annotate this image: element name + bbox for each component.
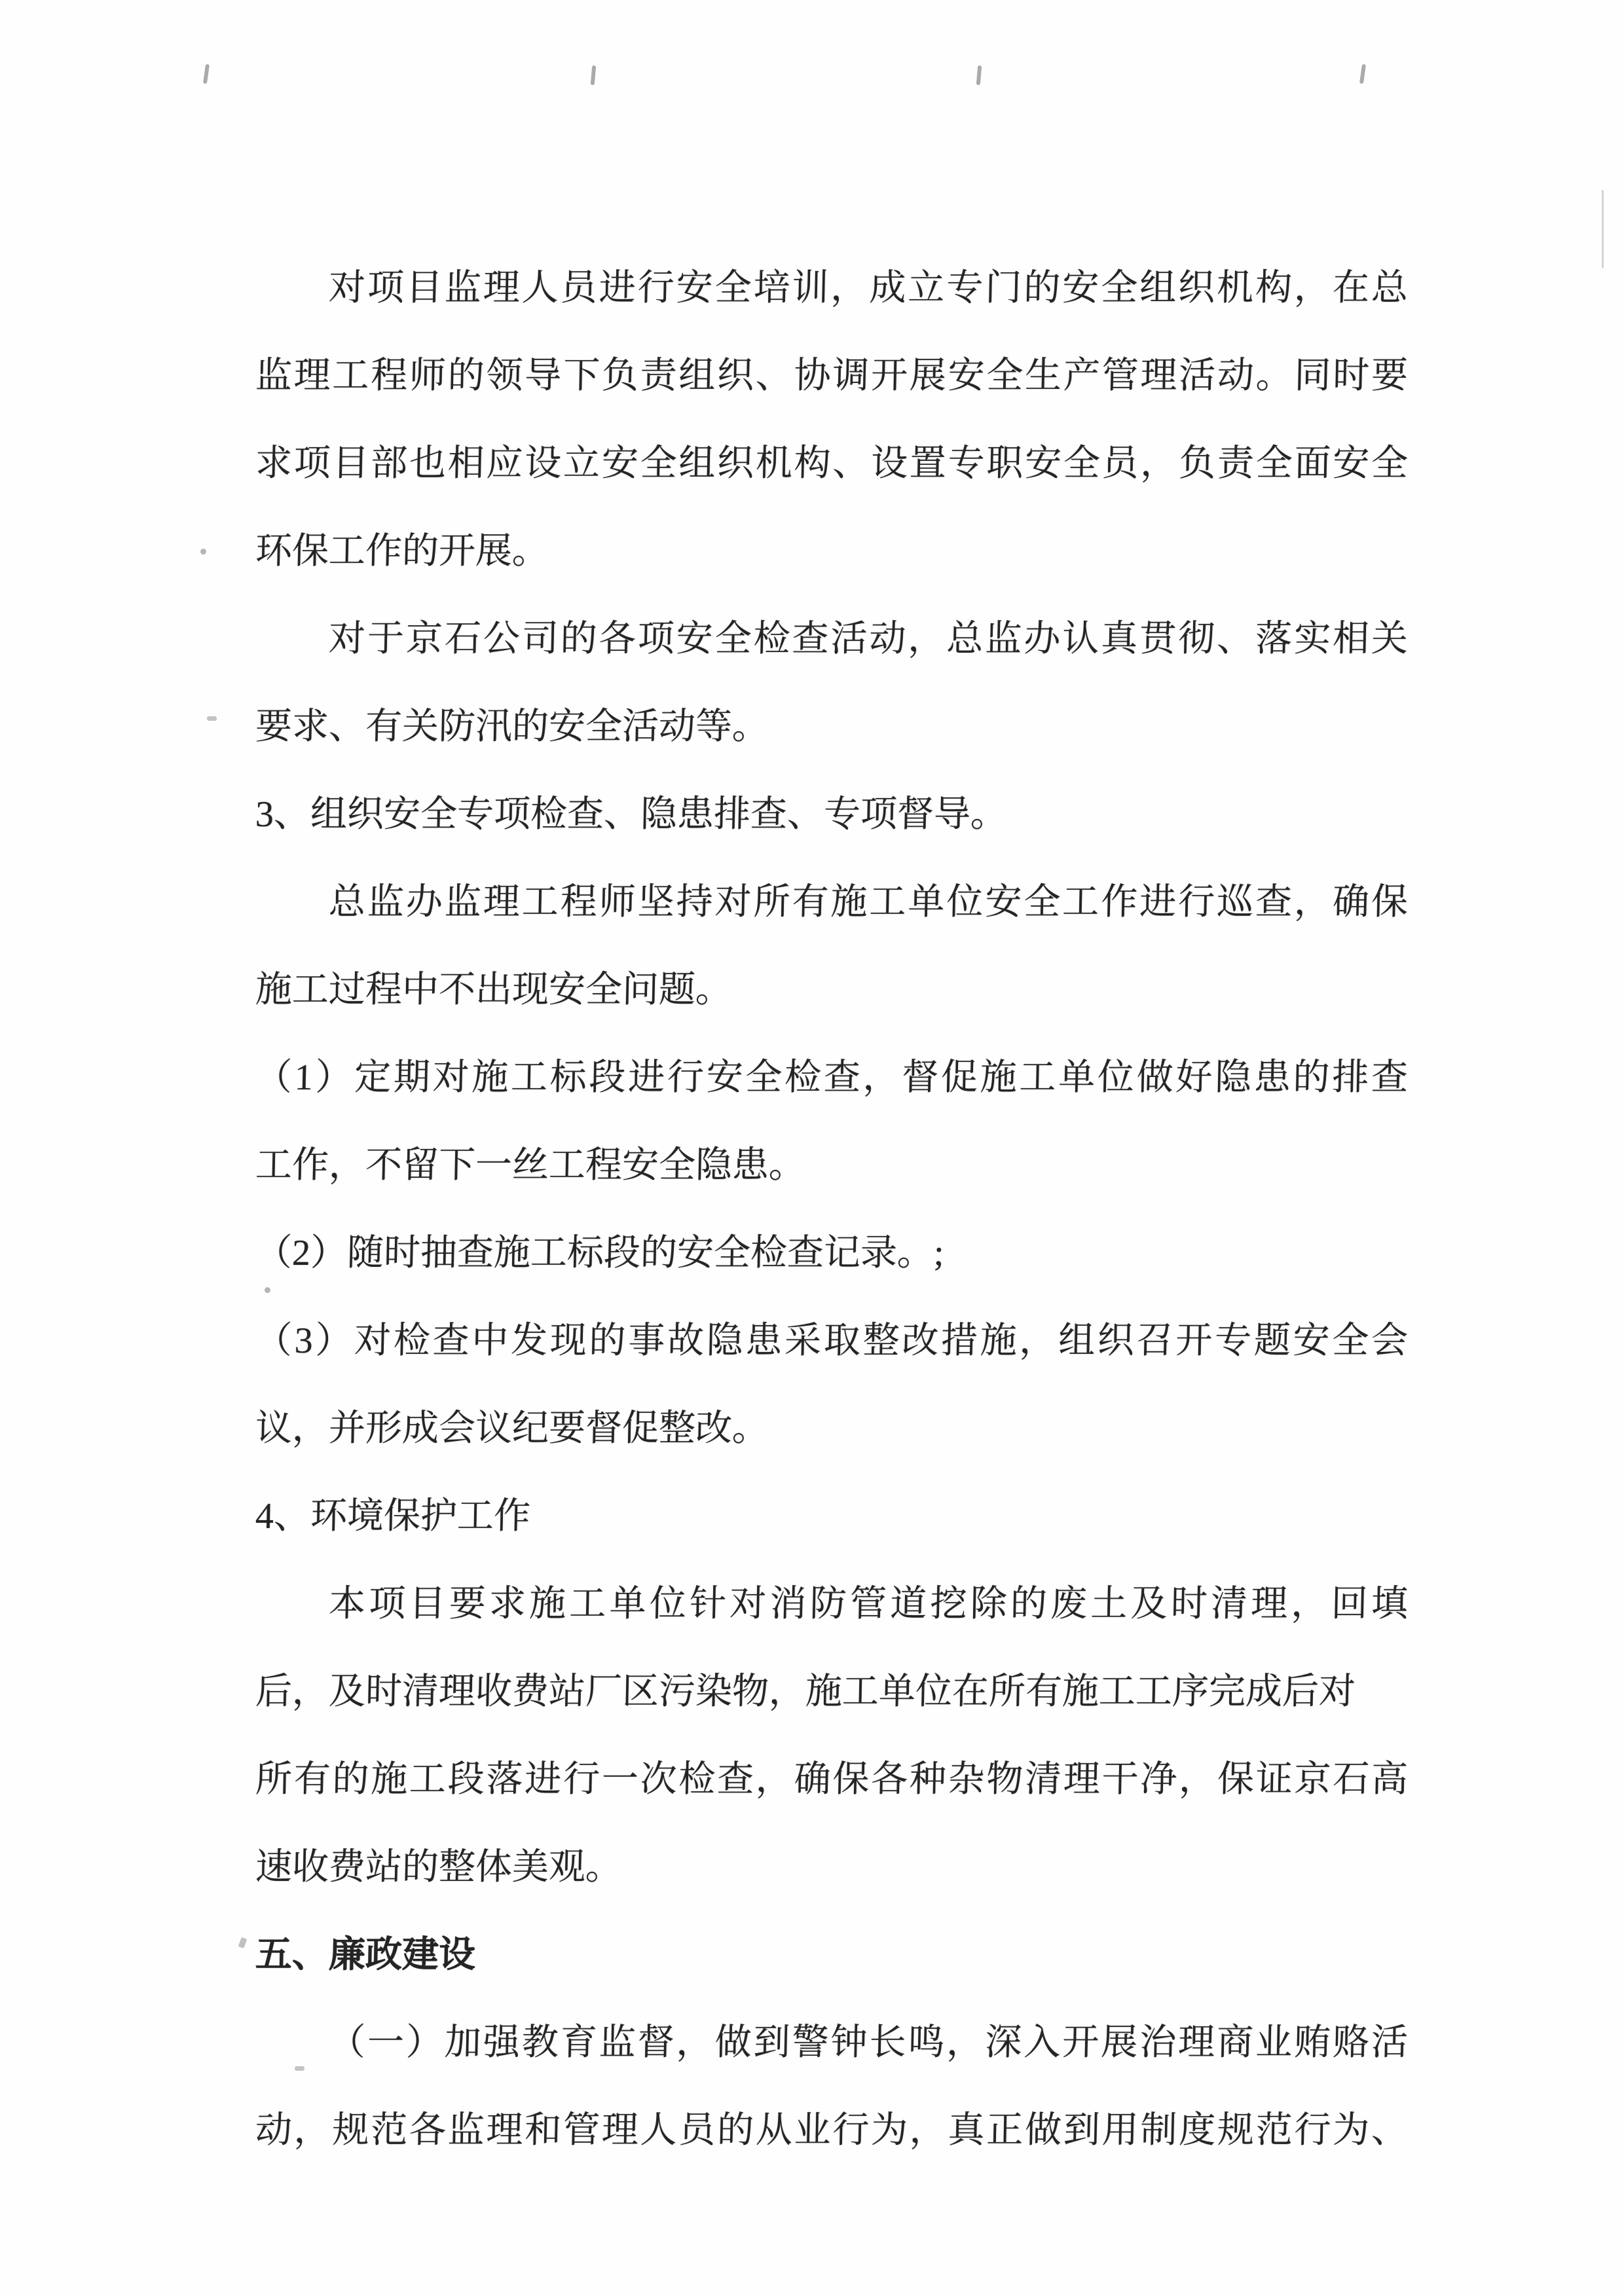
document-line: 本项目要求施工单位针对消防管道挖除的废土及时清理，回填 bbox=[328, 1584, 1409, 1624]
document-line: 要求、有关防汛的安全活动等。 bbox=[255, 706, 769, 747]
document-body bbox=[255, 244, 1408, 2174]
list-item-2: （2）随时抽查施工标段的安全检查记录。; bbox=[255, 1233, 945, 1273]
list-item-3-sub: （3）对检查中发现的事故隐患采取整改措施，组织召开专题安全会 bbox=[255, 1321, 1409, 1361]
document-line: 动，规范各监理和管理人员的从业行为，真正做到用制度规范行为、 bbox=[255, 2110, 1409, 2151]
document-line: 速收费站的整体美观。 bbox=[255, 1847, 623, 1887]
document-line: 施工过程中不出现安全问题。 bbox=[255, 970, 733, 1010]
scan-speck bbox=[203, 64, 210, 84]
document-line: 议，并形成会议纪要督促整改。 bbox=[255, 1408, 769, 1449]
document-line: 总监办监理工程师坚持对所有施工单位安全工作进行巡查，确保 bbox=[328, 882, 1409, 922]
document-line: 后，及时清理收费站厂区污染物，施工单位在所有施工工序完成后对 bbox=[255, 1671, 1356, 1712]
scan-speck bbox=[1602, 190, 1604, 268]
scan-speck bbox=[591, 65, 597, 85]
list-item-1: （1）定期对施工标段进行安全检查，督促施工单位做好隐患的排查 bbox=[255, 1057, 1409, 1098]
scan-speck bbox=[207, 716, 217, 721]
document-line: 监理工程师的领导下负责组织、协调开展安全生产管理活动。同时要 bbox=[255, 355, 1409, 396]
list-item-4: 4、环境保护工作 bbox=[255, 1496, 531, 1537]
document-line: （一）加强教育监督，做到警钟长鸣，深入开展治理商业贿赂活 bbox=[328, 2022, 1409, 2063]
scan-speck bbox=[238, 1937, 248, 1948]
document-line: 所有的施工段落进行一次检查，确保各种杂物清理干净，保证京石高 bbox=[255, 1759, 1409, 1800]
document-line: 对于京石公司的各项安全检查活动，总监办认真贯彻、落实相关 bbox=[328, 619, 1409, 659]
document-line: 工作，不留下一丝工程安全隐患。 bbox=[255, 1145, 806, 1186]
list-item-3: 3、组织安全专项检查、隐患排查、专项督导。 bbox=[255, 794, 1008, 835]
document-line: 环保工作的开展。 bbox=[255, 531, 549, 572]
scan-speck bbox=[1359, 64, 1366, 84]
section-heading: 五、廉政建设 bbox=[255, 1935, 476, 1975]
scan-speck bbox=[976, 65, 982, 85]
scan-speck bbox=[200, 549, 206, 555]
document-line: 求项目部也相应设立安全组织机构、设置专职安全员，负责全面安全 bbox=[255, 443, 1409, 484]
document-line: 对项目监理人员进行安全培训，成立专门的安全组织机构，在总 bbox=[328, 268, 1409, 308]
